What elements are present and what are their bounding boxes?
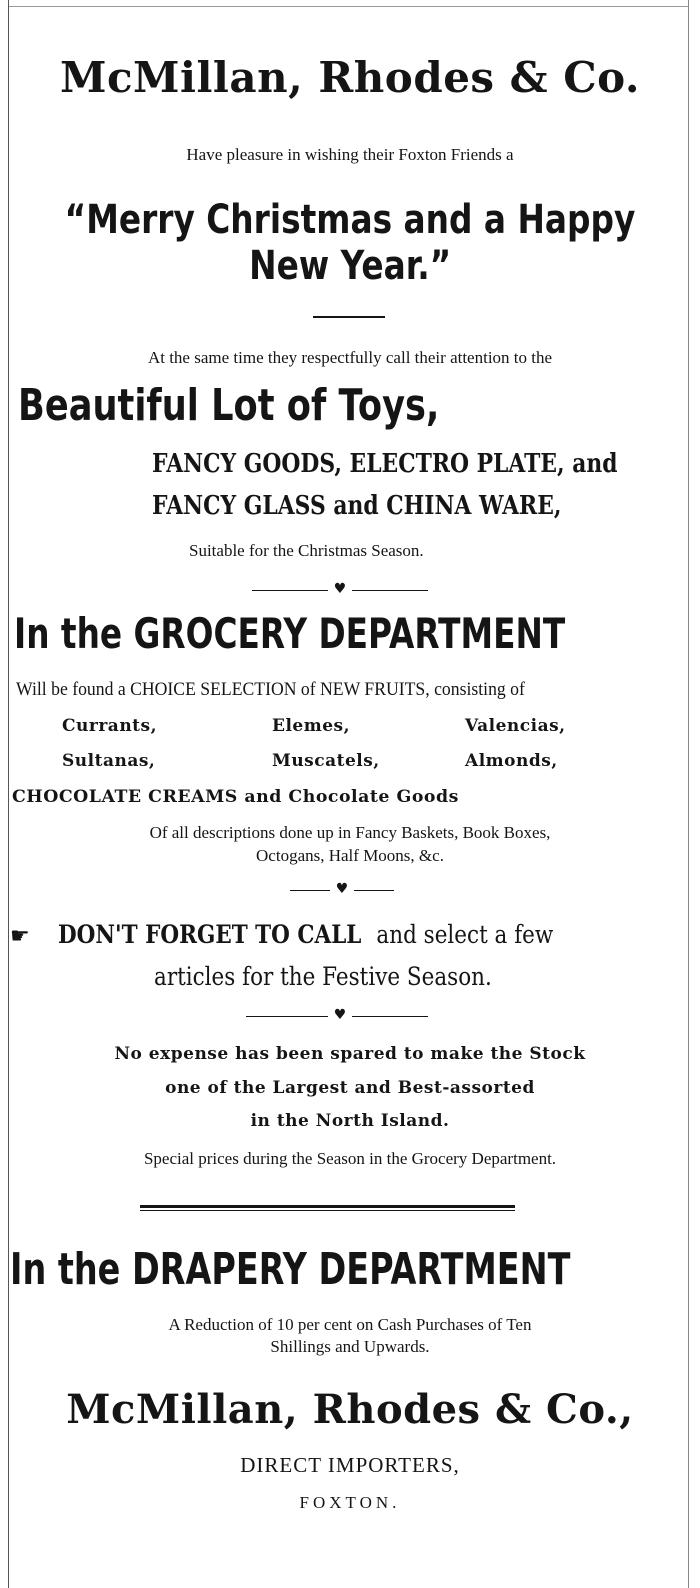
ornament-icon: ♥ bbox=[335, 881, 349, 897]
grocery-headline: In the GROCERY DEPARTMENT bbox=[14, 609, 566, 658]
thick-divider-hairline bbox=[140, 1210, 515, 1211]
fruit-elemes: Elemes, bbox=[272, 716, 351, 736]
footer-role: DIRECT IMPORTERS, bbox=[240, 1453, 460, 1477]
ornament-icon: ♥ bbox=[333, 1007, 347, 1023]
greeting-text: Have pleasure in wishing their Foxton Friends a bbox=[186, 145, 514, 164]
ornament-rule-right bbox=[352, 590, 428, 591]
chocolate-line: CHOCOLATE CREAMS and Chocolate Goods bbox=[12, 787, 459, 807]
footer-town: FOXTON. bbox=[299, 1493, 401, 1512]
grocery-intro: Will be found a CHOICE SELECTION of NEW FRUITS, consisting of bbox=[16, 679, 525, 700]
ornament-rule-right bbox=[354, 890, 394, 891]
wish-line-2-wrap bbox=[0, 242, 700, 290]
section-divider bbox=[313, 316, 385, 318]
wish-line-1-wrap bbox=[0, 196, 700, 244]
chocolate-line-wrap bbox=[12, 784, 692, 810]
thick-divider bbox=[140, 1205, 515, 1208]
firm-name-title: McMillan, Rhodes & Co. bbox=[59, 53, 641, 102]
pointing-hand-icon: ☛ bbox=[10, 924, 30, 949]
toys-headline: Beautiful Lot of Toys, bbox=[18, 380, 440, 431]
reminder-line-2-wrap bbox=[154, 960, 694, 994]
grocery-intro-wrap bbox=[16, 678, 696, 702]
toys-suitable-text: Suitable for the Christmas Season. bbox=[189, 541, 424, 560]
toys-headline-wrap bbox=[18, 380, 698, 432]
fruit-muscatels: Muscatels, bbox=[272, 751, 380, 771]
reminder-rest-text: and select a few bbox=[376, 920, 554, 949]
fruit-sultanas: Sultanas, bbox=[62, 751, 156, 771]
toys-line-2-wrap bbox=[152, 490, 692, 522]
ornament-rule-left bbox=[290, 890, 330, 891]
wish-line-1: “Merry Christmas and a Happy bbox=[64, 197, 636, 243]
toys-intro-text: At the same time they respectfully call their attention to the bbox=[147, 348, 553, 367]
special-prices-text: Special prices during the Season in the Grocery Department. bbox=[143, 1149, 557, 1168]
grocery-desc-1: Of all descriptions done up in Fancy Baskets, Book Boxes, bbox=[149, 823, 551, 842]
reminder-line-2: articles for the Festive Season. bbox=[154, 962, 492, 991]
reminder-bold-text: DON'T FORGET TO CALL bbox=[58, 920, 362, 949]
top-border bbox=[8, 6, 688, 7]
grocery-desc-2: Octogans, Half Moons, &c. bbox=[256, 846, 444, 865]
fruit-currants: Currants, bbox=[62, 716, 158, 736]
drapery-headline-wrap bbox=[10, 1242, 700, 1298]
stock-line-2: one of the Largest and Best-assorted bbox=[165, 1078, 535, 1098]
toys-line-2: FANCY GLASS and CHINA WARE, bbox=[152, 491, 562, 521]
drapery-headline: In the DRAPERY DEPARTMENT bbox=[10, 1244, 571, 1295]
grocery-headline-wrap bbox=[14, 608, 694, 660]
fruit-almonds: Almonds, bbox=[465, 751, 558, 771]
ornament-rule-left bbox=[246, 1016, 328, 1017]
drapery-line-1: A Reduction of 10 per cent on Cash Purchases of Ten bbox=[168, 1315, 532, 1334]
ornament-rule-left bbox=[252, 590, 328, 591]
ornament-rule-right bbox=[352, 1016, 428, 1017]
fruit-valencias: Valencias, bbox=[465, 716, 566, 736]
stock-line-1: No expense has been spared to make the Stock bbox=[114, 1044, 586, 1064]
wish-line-2: New Year.” bbox=[248, 243, 452, 289]
toys-line-1: FANCY GOODS, ELECTRO PLATE, and bbox=[152, 449, 618, 479]
stock-line-3: in the North Island. bbox=[250, 1111, 450, 1131]
toys-line-1-wrap bbox=[152, 448, 692, 480]
footer-firm-name: McMillan, Rhodes & Co., bbox=[66, 1386, 634, 1433]
drapery-line-2: Shillings and Upwards. bbox=[270, 1337, 430, 1356]
ornament-icon: ♥ bbox=[333, 581, 347, 597]
reminder-line-1 bbox=[10, 918, 690, 952]
